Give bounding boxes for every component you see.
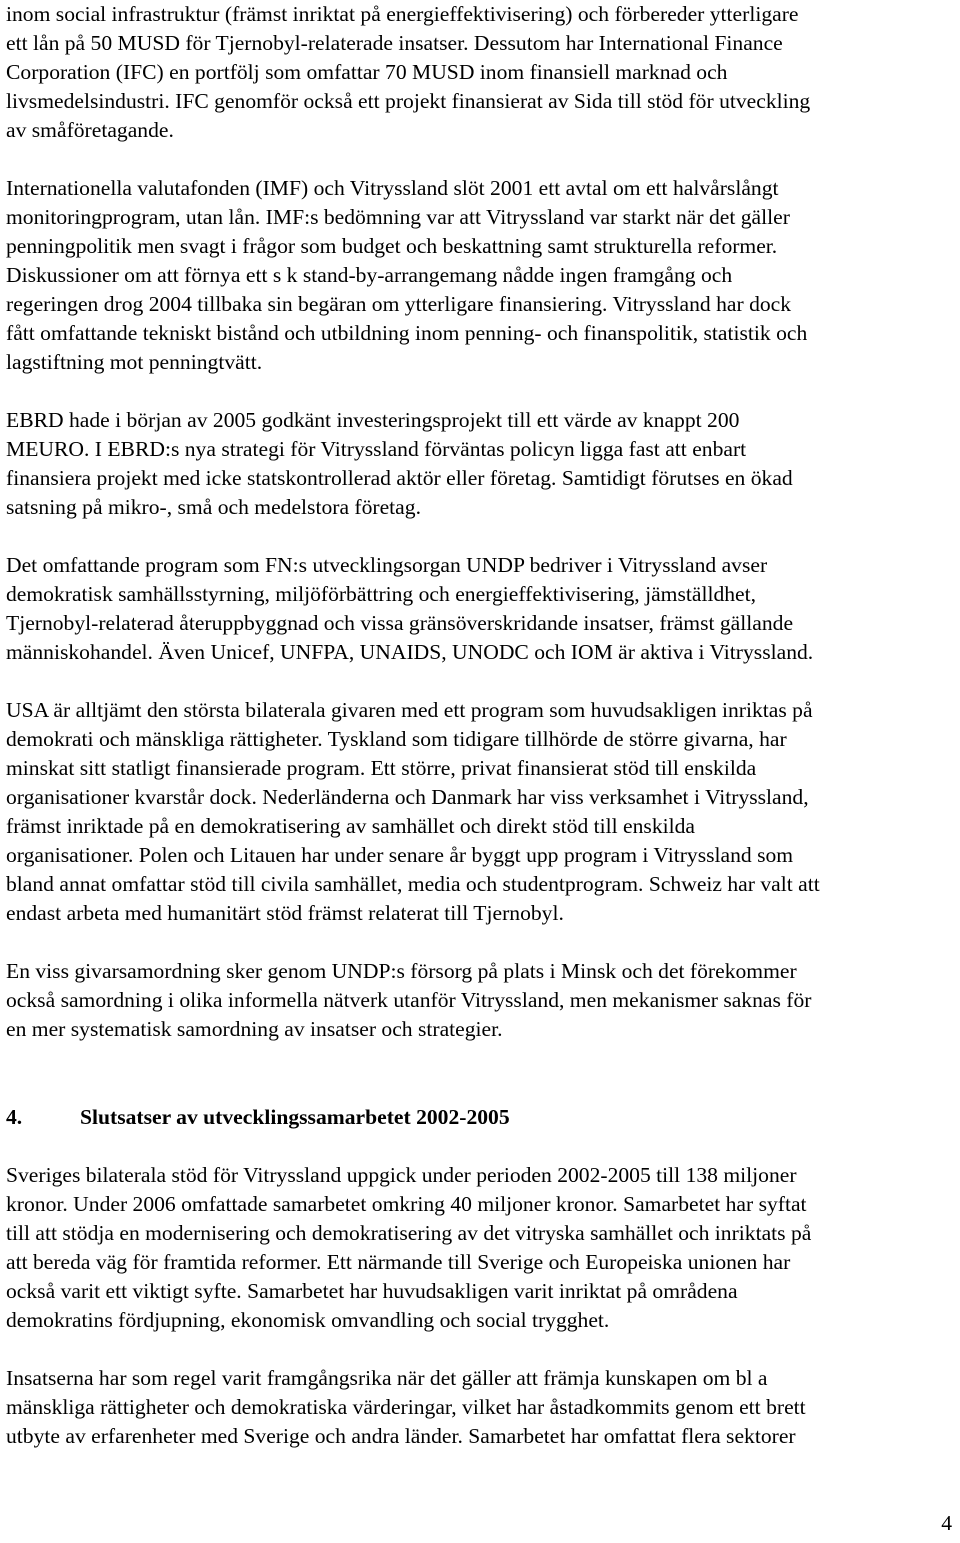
text-line: Sveriges bilaterala stöd för Vitryssland uppgick under perioden 2002-2005 till 138 miljoner [6, 1163, 797, 1187]
section-number: 4. [6, 1105, 23, 1129]
text-line: Diskussioner om att förnya ett s k stand-by-arrangemang nådde ingen framgång och [6, 263, 733, 287]
page-number: 4 [941, 1511, 952, 1535]
text-line: utbyte av erfarenheter med Sverige och andra länder. Samarbetet har omfattat flera sektorer [6, 1424, 796, 1448]
text-line: regeringen drog 2004 tillbaka sin begäran om ytterligare finansiering. Vitryssland har dock [6, 292, 792, 316]
text-line: en mer systematisk samordning av insatser och strategier. [6, 1017, 503, 1041]
text-line: monitoringprogram, utan lån. IMF:s bedömning var att Vitryssland var starkt när det gäller [6, 205, 790, 229]
text-line: demokratins fördjupning, ekonomisk omvandling och social trygghet. [6, 1308, 610, 1332]
text-line: MEURO. I EBRD:s nya strategi för Vitryssland förväntas policyn ligga fast att enbart [6, 437, 747, 461]
text-line: också samordning i olika informella nätverk utanför Vitryssland, men mekanismer saknas för [6, 988, 812, 1012]
text-line: inom social infrastruktur (främst inriktat på energieffektivisering) och förbereder ytterligare [6, 2, 799, 26]
text-line: demokrati och mänskliga rättigheter. Tyskland som tidigare tillhörde de större givarna, har [6, 727, 787, 751]
text-line: Insatserna har som regel varit framgångsrika när det gäller att främja kunskapen om bl a [6, 1366, 768, 1390]
section-heading [6, 1103, 510, 1132]
text-line: penningpolitik men svagt i frågor som budget och beskattning samt strukturella reformer. [6, 234, 778, 258]
text-line: bland annat omfattar stöd till civila samhället, media och studentprogram. Schweiz har valt att [6, 872, 820, 896]
text-line: organisationer. Polen och Litauen har under senare år byggt upp program i Vitryssland som [6, 843, 794, 867]
text-line: minskat sitt statligt finansierade program. Ett större, privat finansierat stöd till enskilda [6, 756, 757, 780]
text-line: främst inriktade på en demokratisering av samhället och direkt stöd till enskilda [6, 814, 696, 838]
text-line: Corporation (IFC) en portfölj som omfattar 70 MUSD inom finansiell marknad och [6, 60, 728, 84]
text-line: satsning på mikro-, små och medelstora företag. [6, 495, 421, 519]
text-line: människohandel. Även Unicef, UNFPA, UNAIDS, UNODC och IOM är aktiva i Vitryssland. [6, 640, 814, 664]
text-line: endast arbeta med humanitärt stöd främst relaterat till Tjernobyl. [6, 901, 564, 925]
text-line: av småföretagande. [6, 118, 174, 142]
text-line: lagstiftning mot penningtvätt. [6, 350, 263, 374]
text-line: finansiera projekt med icke statskontrollerad aktör eller företag. Samtidigt förutses en ökad [6, 466, 793, 490]
text-line: kronor. Under 2006 omfattade samarbetet omkring 40 miljoner kronor. Samarbetet har syftat [6, 1192, 807, 1216]
text-line: organisationer kvarstår dock. Nederländerna och Danmark har viss verksamhet i Vitryssland, [6, 785, 809, 809]
text-line: livsmedelsindustri. IFC genomför också ett projekt finansierat av Sida till stöd för utveckling [6, 89, 811, 113]
section-title: Slutsatser av utvecklingssamarbetet 2002-2005 [80, 1105, 510, 1129]
text-line: Tjernobyl-relaterad återuppbyggnad och vissa gränsöverskridande insatser, främst gällande [6, 611, 794, 635]
text-line: USA är alltjämt den största bilaterala givaren med ett program som huvudsakligen inriktas på [6, 698, 813, 722]
text-line: ett lån på 50 MUSD för Tjernobyl-relaterade insatser. Dessutom har International Finance [6, 31, 783, 55]
text-line: till att stödja en modernisering och demokratisering av det vitryska samhället och inriktats på [6, 1221, 812, 1245]
text-line: demokratisk samhällsstyrning, miljöförbättring och energieffektivisering, jämställdhet, [6, 582, 757, 606]
text-line: EBRD hade i början av 2005 godkänt investeringsprojekt till ett värde av knappt 200 [6, 408, 740, 432]
text-line: fått omfattande tekniskt bistånd och utbildning inom penning- och finanspolitik, statistik och [6, 321, 808, 345]
text-line: mänskliga rättigheter och demokratiska värderingar, vilket har åstadkommits genom ett brett [6, 1395, 806, 1419]
text-line: att bereda väg för framtida reformer. Ett närmande till Sverige och Europeiska unionen har [6, 1250, 791, 1274]
text-line: Det omfattande program som FN:s utvecklingsorgan UNDP bedriver i Vitryssland avser [6, 553, 768, 577]
text-line: Internationella valutafonden (IMF) och Vitryssland slöt 2001 ett avtal om ett halvårslångt [6, 176, 779, 200]
text-line: En viss givarsamordning sker genom UNDP:s försorg på plats i Minsk och det förekommer [6, 959, 797, 983]
text-line: också varit ett viktigt syfte. Samarbetet har huvudsakligen varit inriktat på områdena [6, 1279, 738, 1303]
